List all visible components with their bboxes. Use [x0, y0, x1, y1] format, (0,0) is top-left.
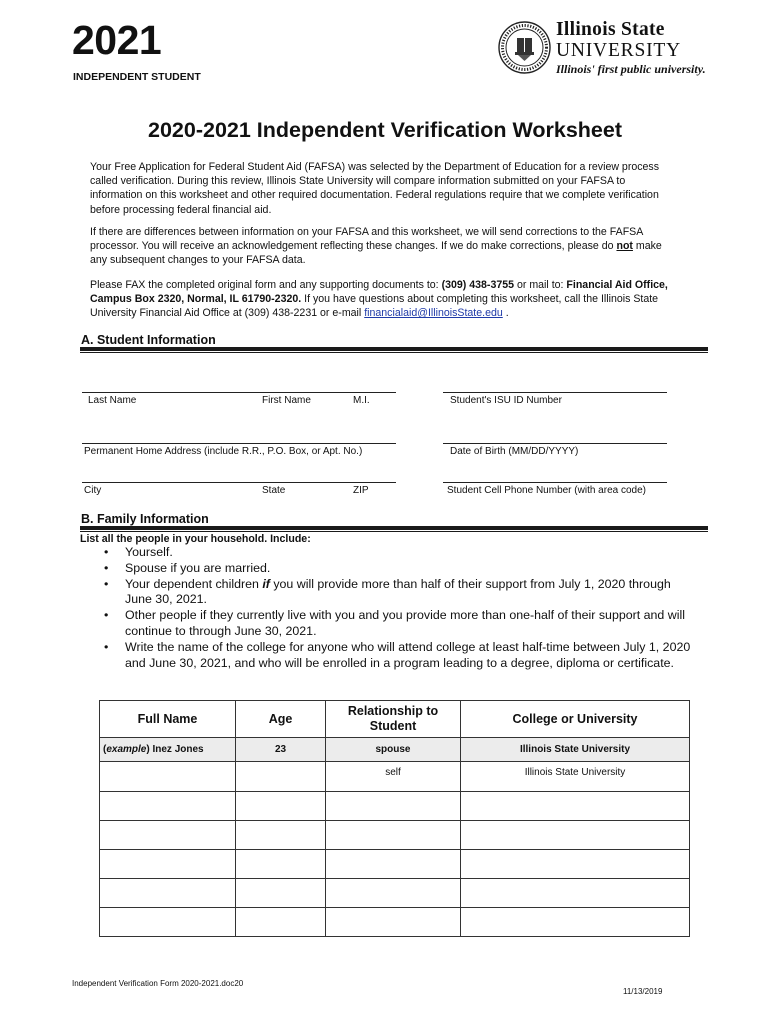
section-b-rule-thin	[80, 531, 708, 532]
name-cell[interactable]	[100, 762, 236, 792]
list-item: • Write the name of the college for anyone who will attend college at least half-time between July 1, 2020 and June 30, 2021, and who will be enrolled in a program leading to a degree, diploma or certificate.	[100, 640, 700, 672]
name-cell[interactable]	[100, 879, 236, 908]
university-logo	[556, 20, 706, 75]
college-cell[interactable]: Illinois State University	[461, 762, 690, 792]
form-year: 2021	[72, 17, 162, 63]
college-cell[interactable]	[461, 908, 690, 937]
dob-line[interactable]	[443, 443, 667, 444]
list-item: • Other people if they currently live with you and you provide more than one-half of their support and will continue to through June 30, 2021.	[100, 608, 700, 640]
university-seal-icon	[498, 21, 551, 74]
relationship-cell[interactable]: self	[326, 762, 461, 792]
intro-paragraph-1: Your Free Application for Federal Student Aid (FAFSA) was selected by the Department of Education for a review process called verification. During this review, Illinois State University will compare information submitted on your FAFSA to information on this worksheet and other required documentation. Federal regulations require that we complete verification before processing federal financial aid.	[90, 161, 660, 216]
college-cell[interactable]	[461, 792, 690, 821]
university-name: Illinois State	[556, 19, 665, 40]
last-name-label: Last Name	[88, 395, 137, 406]
name-cell[interactable]	[100, 821, 236, 850]
dob-label: Date of Birth (MM/DD/YYYY)	[450, 446, 579, 457]
address-label: Permanent Home Address (include R.R., P.O. Box, or Apt. No.)	[84, 446, 363, 457]
city-label: City	[84, 485, 102, 496]
household-table	[99, 700, 690, 937]
list-item: • Spouse if you are married.	[100, 561, 700, 577]
page-title: 2020-2021 Independent Verification Worksheet	[148, 118, 622, 142]
section-a-rule	[80, 347, 708, 351]
col-age: Age	[236, 701, 326, 738]
section-a-heading: A. Student Information	[81, 333, 216, 347]
form-subtitle: INDEPENDENT STUDENT	[73, 71, 201, 83]
mi-label: M.I.	[353, 395, 370, 406]
table-row	[100, 879, 690, 908]
name-cell[interactable]	[100, 908, 236, 937]
isu-id-line[interactable]	[443, 392, 667, 393]
example-relationship-cell: spouse	[326, 738, 461, 762]
relationship-cell[interactable]	[326, 821, 461, 850]
zip-label: ZIP	[353, 485, 369, 496]
age-cell[interactable]	[236, 821, 326, 850]
age-cell[interactable]	[236, 908, 326, 937]
name-line[interactable]	[82, 392, 396, 393]
intro-paragraph-2: If there are differences between information on your FAFSA and this worksheet, we will send corrections to the FAFSA processor. You will receive an acknowledgement reflecting these changes. If we do make corrections, please do not make any subsequent changes to your FAFSA data.	[90, 226, 662, 267]
footer-date: 11/13/2019	[623, 987, 663, 996]
example-college-cell: Illinois State University	[461, 738, 690, 762]
footer-filename: Independent Verification Form 2020-2021.doc20	[72, 979, 244, 988]
table-row	[100, 850, 690, 879]
household-list-heading: List all the people in your household. Include:	[80, 533, 311, 545]
name-cell[interactable]	[100, 850, 236, 879]
list-item: • Your dependent children if you will provide more than half of their support from July 1, 2020 through June 30, 2021.	[100, 577, 700, 609]
example-name-cell: (example) Inez Jones	[100, 738, 236, 762]
table-row	[100, 908, 690, 937]
age-cell[interactable]	[236, 792, 326, 821]
col-full-name: Full Name	[100, 701, 236, 738]
cell-line[interactable]	[443, 482, 667, 483]
relationship-cell[interactable]	[326, 879, 461, 908]
intro-paragraph-3: Please FAX the completed original form and any supporting documents to: (309) 438-3755 or mail to: Financial Aid Office, Campus Box 2320, Normal, IL 61790-2320. If you have questions about completing this worksheet, call the Illinois State University Financial Aid Office at (309) 438-2231 or e-mail financialaid@IllinoisState.edu .	[90, 279, 668, 320]
example-row	[100, 738, 690, 762]
age-cell[interactable]	[236, 762, 326, 792]
table-row	[100, 792, 690, 821]
age-cell[interactable]	[236, 850, 326, 879]
address-line[interactable]	[82, 443, 396, 444]
name-cell[interactable]	[100, 792, 236, 821]
list-item: • Yourself.	[100, 545, 700, 561]
city-line[interactable]	[82, 482, 396, 483]
email-link[interactable]: financialaid@IllinoisState.edu	[364, 307, 503, 320]
college-cell[interactable]	[461, 821, 690, 850]
example-age-cell: 23	[236, 738, 326, 762]
col-relationship: Relationship to Student	[326, 701, 461, 738]
section-b-heading: B. Family Information	[81, 512, 209, 526]
isu-id-label: Student's ISU ID Number	[450, 395, 562, 406]
relationship-cell[interactable]	[326, 908, 461, 937]
first-name-label: First Name	[262, 395, 311, 406]
relationship-cell[interactable]	[326, 850, 461, 879]
table-row	[100, 821, 690, 850]
state-label: State	[262, 485, 286, 496]
table-row	[100, 762, 690, 792]
college-cell[interactable]	[461, 850, 690, 879]
college-cell[interactable]	[461, 879, 690, 908]
relationship-cell[interactable]	[326, 792, 461, 821]
cell-label: Student Cell Phone Number (with area code)	[447, 485, 646, 496]
household-list	[100, 545, 700, 671]
university-tagline: Illinois' first public university.	[556, 62, 706, 76]
university-word: UNIVERSITY	[556, 39, 681, 61]
table-header-row	[100, 701, 690, 738]
age-cell[interactable]	[236, 879, 326, 908]
col-college: College or University	[461, 701, 690, 738]
section-b-rule	[80, 526, 708, 530]
section-a-rule-thin	[80, 352, 708, 353]
